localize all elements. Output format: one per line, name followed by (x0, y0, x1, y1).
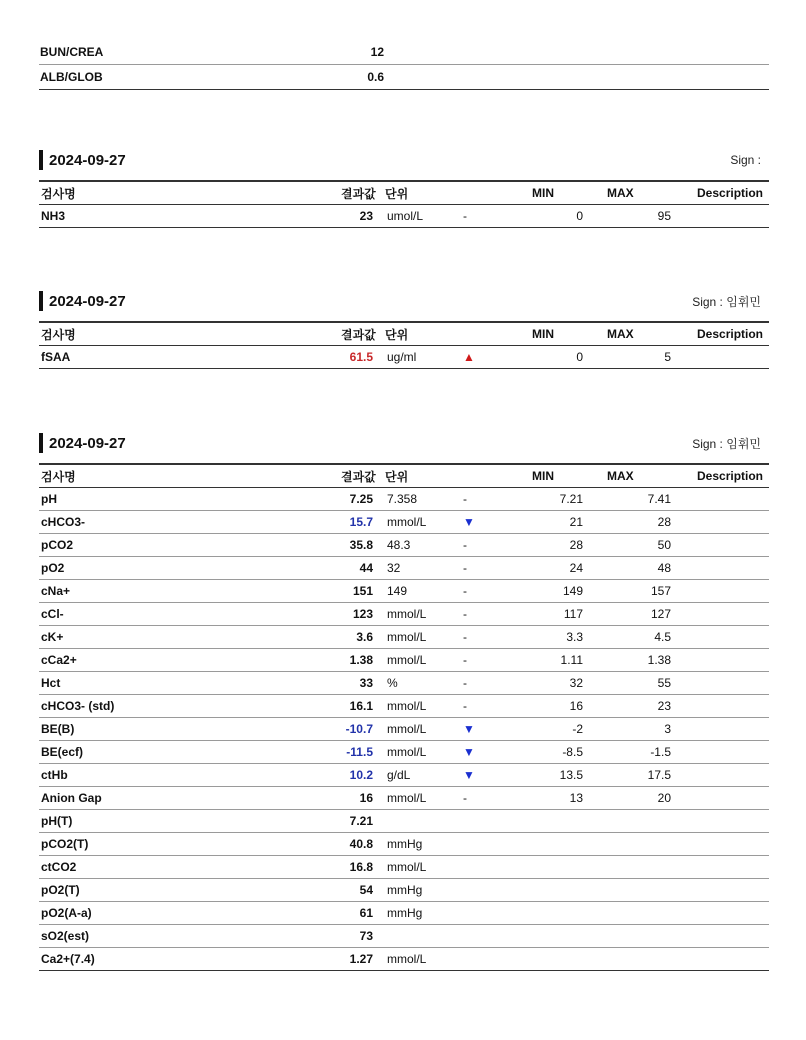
flag-value: - (455, 205, 530, 228)
min-value: 3.3 (530, 626, 605, 649)
test-name: BE(ecf) (39, 741, 339, 764)
table-row (39, 580, 769, 603)
result-value: 7.21 (339, 810, 385, 833)
result-value: 3.6 (339, 626, 385, 649)
unit-value: mmol/L (385, 695, 455, 718)
max-value (605, 810, 685, 833)
flag-value: - (455, 534, 530, 557)
min-value: 24 (530, 557, 605, 580)
flag-value (455, 879, 530, 902)
flag-value: - (455, 649, 530, 672)
flag-value: - (455, 557, 530, 580)
table-row (39, 833, 769, 856)
summary-table (39, 40, 769, 90)
col-header-flag (455, 322, 530, 346)
result-value: 16.8 (339, 856, 385, 879)
col-header-max: MAX (605, 181, 685, 205)
min-value: -8.5 (530, 741, 605, 764)
sign-label: Sign : 임휘민 (692, 294, 761, 309)
table-row (39, 879, 769, 902)
test-name: pCO2 (39, 534, 339, 557)
min-value: 28 (530, 534, 605, 557)
result-value: 10.2 (339, 764, 385, 787)
unit-value: mmol/L (385, 718, 455, 741)
max-value: 7.41 (605, 488, 685, 511)
table-row (39, 948, 769, 971)
description-value (685, 902, 769, 925)
col-header-unit: 단위 (385, 181, 455, 205)
date-text: 2024-09-27 (49, 151, 126, 169)
description-value (685, 580, 769, 603)
min-value (530, 902, 605, 925)
description-value (685, 649, 769, 672)
test-name: Hct (39, 672, 339, 695)
unit-value: mmol/L (385, 649, 455, 672)
description-value (685, 833, 769, 856)
unit-value: mmHg (385, 902, 455, 925)
col-header-result: 결과값 (339, 322, 385, 346)
max-value: 17.5 (605, 764, 685, 787)
max-value (605, 833, 685, 856)
max-value: 55 (605, 672, 685, 695)
col-header-unit: 단위 (385, 464, 455, 488)
test-name: cCl- (39, 603, 339, 626)
result-value: 61 (339, 902, 385, 925)
result-value: 16 (339, 787, 385, 810)
result-value: 35.8 (339, 534, 385, 557)
col-header-description: Description (685, 322, 769, 346)
unit-value: 7.358 (385, 488, 455, 511)
max-value (605, 902, 685, 925)
unit-value: mmHg (385, 833, 455, 856)
col-header-max: MAX (605, 464, 685, 488)
max-value: 95 (605, 205, 685, 228)
sign-label: Sign : 임휘민 (692, 436, 761, 451)
table-row (39, 557, 769, 580)
min-value: 149 (530, 580, 605, 603)
result-value: 73 (339, 925, 385, 948)
min-value: 0 (530, 205, 605, 228)
unit-value: 48.3 (385, 534, 455, 557)
col-header-min: MIN (530, 322, 605, 346)
section-date (39, 150, 126, 170)
test-name: cNa+ (39, 580, 339, 603)
table-row (39, 40, 769, 65)
col-header-flag (455, 464, 530, 488)
flag-value: - (455, 695, 530, 718)
flag-value (455, 948, 530, 971)
table-row (39, 511, 769, 534)
flag-value (455, 856, 530, 879)
section-date (39, 433, 126, 453)
min-value: 13.5 (530, 764, 605, 787)
col-header-name: 검사명 (39, 181, 339, 205)
test-name: fSAA (39, 346, 339, 369)
description-value (685, 787, 769, 810)
max-value: 28 (605, 511, 685, 534)
max-value: 48 (605, 557, 685, 580)
header-row (39, 181, 769, 205)
result-section (39, 148, 769, 228)
test-name: pCO2(T) (39, 833, 339, 856)
table-row (39, 488, 769, 511)
min-value: 13 (530, 787, 605, 810)
description-value (685, 205, 769, 228)
result-value: -11.5 (339, 741, 385, 764)
col-header-result: 결과값 (339, 464, 385, 488)
unit-value: g/dL (385, 764, 455, 787)
test-name: sO2(est) (39, 925, 339, 948)
flag-value: - (455, 672, 530, 695)
description-value (685, 856, 769, 879)
max-value (605, 925, 685, 948)
unit-value: mmol/L (385, 741, 455, 764)
col-header-description: Description (685, 464, 769, 488)
description-value (685, 488, 769, 511)
flag-value: - (455, 603, 530, 626)
table-row (39, 534, 769, 557)
unit-value: 32 (385, 557, 455, 580)
unit-value: mmol/L (385, 948, 455, 971)
test-name: cHCO3- (39, 511, 339, 534)
date-marker (39, 291, 43, 311)
result-value: 1.27 (339, 948, 385, 971)
table-row (39, 649, 769, 672)
max-value: -1.5 (605, 741, 685, 764)
result-value: -10.7 (339, 718, 385, 741)
flag-value (455, 925, 530, 948)
col-header-unit: 단위 (385, 322, 455, 346)
summary-value: 12 (339, 40, 385, 65)
table-row (39, 787, 769, 810)
min-value: 7.21 (530, 488, 605, 511)
description-value (685, 672, 769, 695)
flag-value: - (455, 580, 530, 603)
result-value: 7.25 (339, 488, 385, 511)
result-value: 123 (339, 603, 385, 626)
unit-value: umol/L (385, 205, 455, 228)
min-value: 0 (530, 346, 605, 369)
max-value (605, 856, 685, 879)
description-value (685, 346, 769, 369)
unit-value (385, 810, 455, 833)
description-value (685, 511, 769, 534)
result-value: 16.1 (339, 695, 385, 718)
max-value: 4.5 (605, 626, 685, 649)
summary-name: BUN/CREA (39, 40, 339, 65)
min-value: 1.11 (530, 649, 605, 672)
test-name: Ca2+(7.4) (39, 948, 339, 971)
table-row (39, 205, 769, 228)
description-value (685, 718, 769, 741)
arrow-down-icon: ▼ (455, 741, 530, 764)
description-value (685, 741, 769, 764)
arrow-down-icon: ▼ (455, 718, 530, 741)
test-name: ctHb (39, 764, 339, 787)
min-value (530, 925, 605, 948)
result-value: 44 (339, 557, 385, 580)
table-row (39, 902, 769, 925)
min-value (530, 879, 605, 902)
flag-value (455, 902, 530, 925)
test-name: cCa2+ (39, 649, 339, 672)
results-table (39, 463, 769, 971)
min-value (530, 948, 605, 971)
result-value: 61.5 (339, 346, 385, 369)
min-value: 21 (530, 511, 605, 534)
flag-value: - (455, 488, 530, 511)
result-section (39, 289, 769, 369)
arrow-down-icon: ▼ (455, 764, 530, 787)
unit-value: mmol/L (385, 787, 455, 810)
section-date (39, 291, 126, 311)
col-header-name: 검사명 (39, 464, 339, 488)
description-value (685, 557, 769, 580)
test-name: NH3 (39, 205, 339, 228)
max-value: 127 (605, 603, 685, 626)
description-value (685, 810, 769, 833)
results-table (39, 180, 769, 228)
max-value: 50 (605, 534, 685, 557)
flag-value: - (455, 787, 530, 810)
summary-name: ALB/GLOB (39, 65, 339, 90)
unit-value: mmHg (385, 879, 455, 902)
section-header (39, 431, 769, 455)
result-value: 1.38 (339, 649, 385, 672)
result-value: 54 (339, 879, 385, 902)
unit-value: mmol/L (385, 511, 455, 534)
test-name: pH(T) (39, 810, 339, 833)
table-row (39, 718, 769, 741)
test-name: Anion Gap (39, 787, 339, 810)
max-value: 1.38 (605, 649, 685, 672)
date-text: 2024-09-27 (49, 434, 126, 452)
col-header-flag (455, 181, 530, 205)
col-header-min: MIN (530, 181, 605, 205)
flag-value (455, 810, 530, 833)
unit-value: 149 (385, 580, 455, 603)
result-value: 23 (339, 205, 385, 228)
flag-value (455, 833, 530, 856)
table-row (39, 65, 769, 90)
col-header-description: Description (685, 181, 769, 205)
table-row (39, 925, 769, 948)
unit-value (385, 925, 455, 948)
min-value: 117 (530, 603, 605, 626)
description-value (685, 948, 769, 971)
min-value: -2 (530, 718, 605, 741)
description-value (685, 925, 769, 948)
max-value: 5 (605, 346, 685, 369)
col-header-name: 검사명 (39, 322, 339, 346)
min-value (530, 833, 605, 856)
test-name: ctCO2 (39, 856, 339, 879)
table-row (39, 603, 769, 626)
min-value: 16 (530, 695, 605, 718)
max-value (605, 879, 685, 902)
description-value (685, 764, 769, 787)
header-row (39, 464, 769, 488)
test-name: cHCO3- (std) (39, 695, 339, 718)
result-value: 33 (339, 672, 385, 695)
test-name: pO2(A-a) (39, 902, 339, 925)
unit-value: mmol/L (385, 603, 455, 626)
date-marker (39, 433, 43, 453)
table-row (39, 346, 769, 369)
test-name: pO2 (39, 557, 339, 580)
date-text: 2024-09-27 (49, 292, 126, 310)
min-value: 32 (530, 672, 605, 695)
col-header-max: MAX (605, 322, 685, 346)
col-header-result: 결과값 (339, 181, 385, 205)
arrow-down-icon: ▼ (455, 511, 530, 534)
summary-value: 0.6 (339, 65, 385, 90)
date-marker (39, 150, 43, 170)
unit-value: % (385, 672, 455, 695)
section-header (39, 289, 769, 313)
table-row (39, 672, 769, 695)
unit-value: mmol/L (385, 856, 455, 879)
table-row (39, 856, 769, 879)
max-value: 23 (605, 695, 685, 718)
result-value: 15.7 (339, 511, 385, 534)
description-value (685, 534, 769, 557)
header-row (39, 322, 769, 346)
max-value: 3 (605, 718, 685, 741)
test-name: pO2(T) (39, 879, 339, 902)
table-row (39, 810, 769, 833)
arrow-up-icon: ▲ (455, 346, 530, 369)
unit-value: mmol/L (385, 626, 455, 649)
test-name: pH (39, 488, 339, 511)
result-section (39, 431, 769, 971)
max-value (605, 948, 685, 971)
col-header-min: MIN (530, 464, 605, 488)
description-value (685, 879, 769, 902)
table-row (39, 741, 769, 764)
min-value (530, 856, 605, 879)
description-value (685, 695, 769, 718)
test-name: BE(B) (39, 718, 339, 741)
description-value (685, 626, 769, 649)
description-value (685, 603, 769, 626)
flag-value: - (455, 626, 530, 649)
unit-value: ug/ml (385, 346, 455, 369)
sign-label: Sign : (730, 153, 761, 167)
table-row (39, 626, 769, 649)
table-row (39, 695, 769, 718)
max-value: 20 (605, 787, 685, 810)
min-value (530, 810, 605, 833)
section-header (39, 148, 769, 172)
results-table (39, 321, 769, 369)
test-name: cK+ (39, 626, 339, 649)
max-value: 157 (605, 580, 685, 603)
result-value: 40.8 (339, 833, 385, 856)
table-row (39, 764, 769, 787)
result-value: 151 (339, 580, 385, 603)
